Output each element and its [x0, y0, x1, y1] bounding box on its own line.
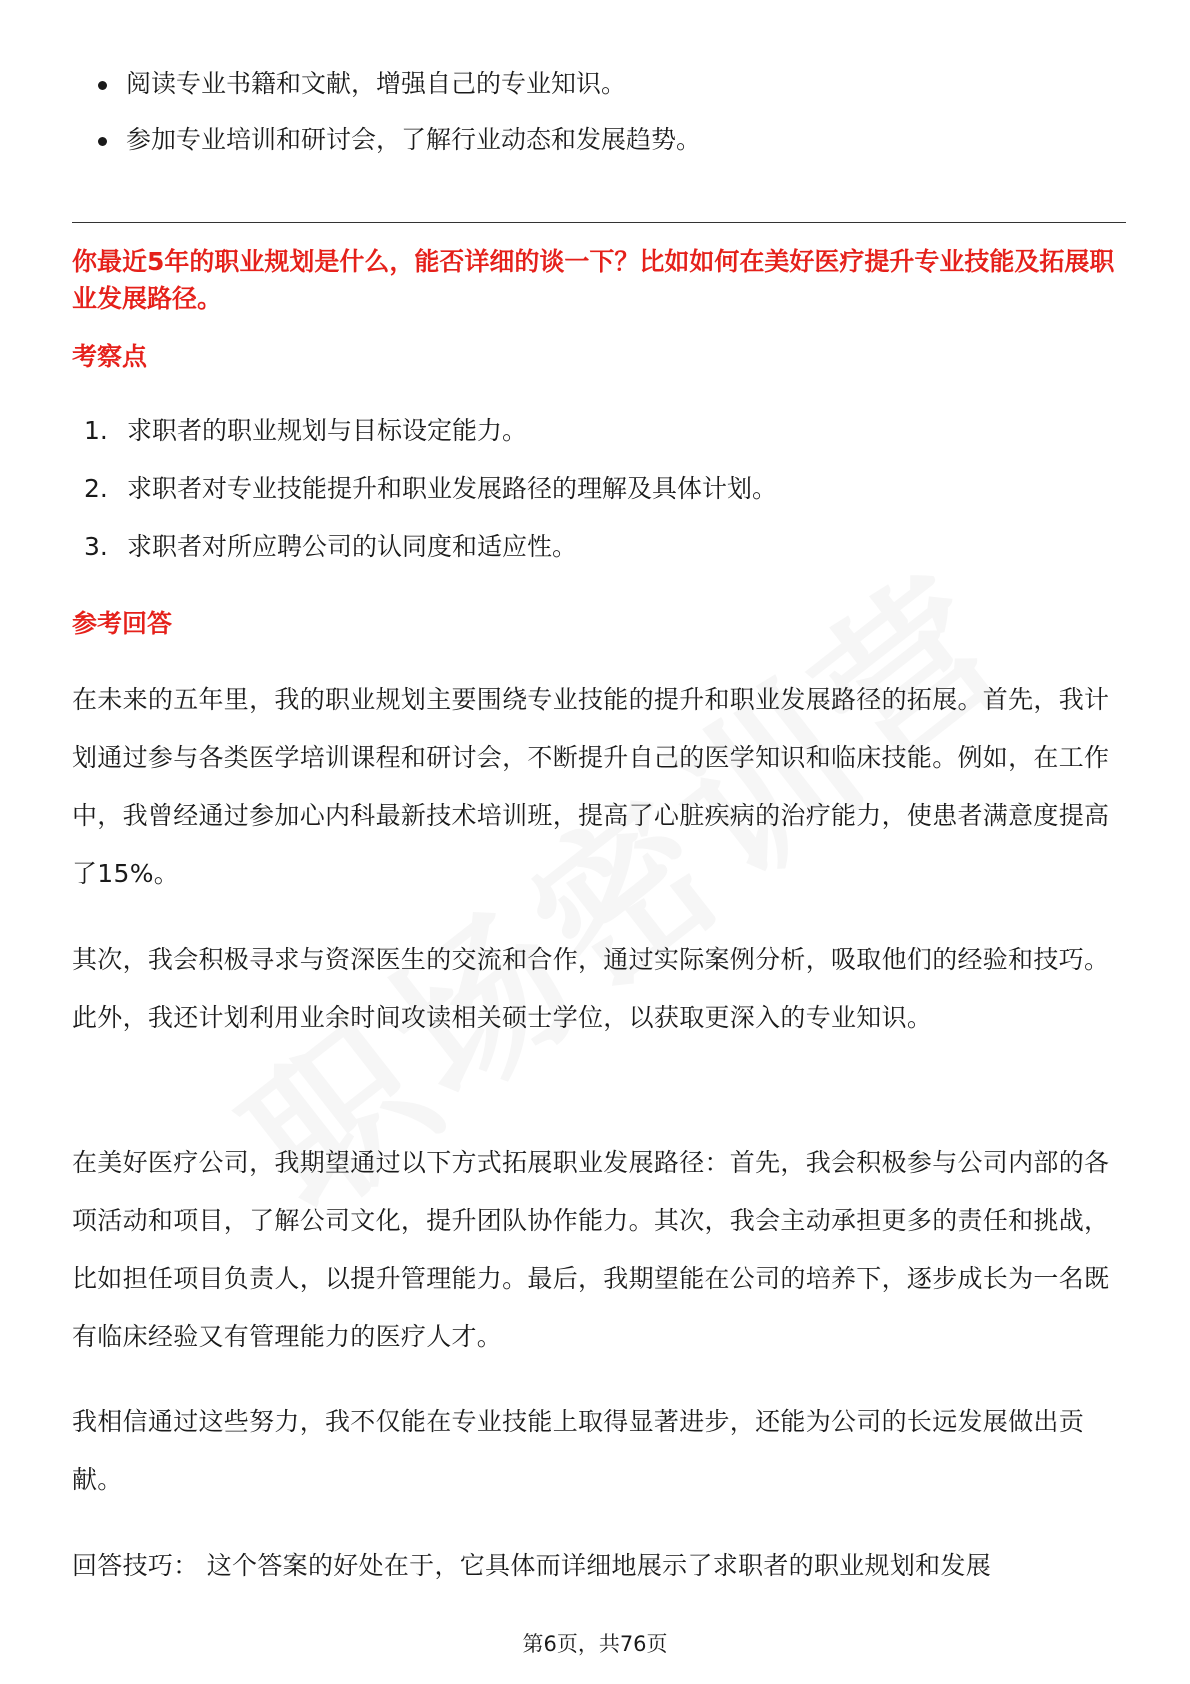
answer-paragraph: 在未来的五年里，我的职业规划主要围绕专业技能的提升和职业发展路径的拓展。首先，我计划通过参与各类医学培训课程和研讨会，不断提升自己的医学知识和临床技能。例如，在工作中，我曾经通过参加心内科最新技术培训班，提高了心脏疾病的治疗能力，使患者满意度提高了15%。 — [72, 685, 1110, 888]
list-item — [90, 118, 1090, 174]
section-divider — [72, 222, 1126, 223]
list-item — [84, 409, 1084, 467]
numbered-list — [84, 409, 1084, 583]
bullet-list — [90, 62, 1090, 174]
list-item — [84, 525, 1084, 583]
answer-paragraph: 我相信通过这些努力，我不仅能在专业技能上取得显著进步，还能为公司的长远发展做出贡献。 — [72, 1407, 1085, 1494]
list-item-text: 求职者的职业规划与目标设定能力。 — [127, 416, 528, 445]
points-heading: 考察点 — [72, 342, 148, 371]
list-number: 2. — [84, 474, 108, 503]
list-number: 3. — [84, 532, 108, 561]
list-item-text: 参加专业培训和研讨会，了解行业动态和发展趋势。 — [126, 125, 702, 154]
bullet-dot-icon — [98, 137, 107, 146]
answer-paragraph: 在美好医疗公司，我期望通过以下方式拓展职业发展路径：首先，我会积极参与公司内部的各项活动和项目，了解公司文化，提升团队协作能力。其次，我会主动承担更多的责任和挑战，比如担任项目负责人，以提升管理能力。最后，我期望能在公司的培养下，逐步成长为一名既有临床经验又有管理能力的医疗人才。 — [72, 1148, 1110, 1351]
list-item-text: 求职者对专业技能提升和职业发展路径的理解及具体计划。 — [127, 474, 778, 503]
list-item — [84, 467, 1084, 525]
answer-paragraph: 其次，我会积极寻求与资深医生的交流和合作，通过实际案例分析，吸取他们的经验和技巧。此外，我还计划利用业余时间攻读相关硕士学位，以获取更深入的专业知识。 — [72, 945, 1110, 1032]
tips-paragraph: 回答技巧： 这个答案的好处在于，它具体而详细地展示了求职者的职业规划和发展 — [72, 1551, 992, 1580]
list-item-text: 求职者对所应聘公司的认同度和适应性。 — [127, 532, 578, 561]
list-item-text: 阅读专业书籍和文献，增强自己的专业知识。 — [126, 69, 627, 98]
question-title: 你最近5年的职业规划是什么，能否详细的谈一下？比如如何在美好医疗提升专业技能及拓展职业发展路径。 — [72, 247, 1115, 313]
answer-heading: 参考回答 — [72, 609, 173, 638]
list-number: 1. — [84, 416, 108, 445]
bullet-dot-icon — [98, 81, 107, 90]
list-item — [90, 62, 1090, 118]
page-number: 第6页，共76页 — [522, 1632, 668, 1656]
